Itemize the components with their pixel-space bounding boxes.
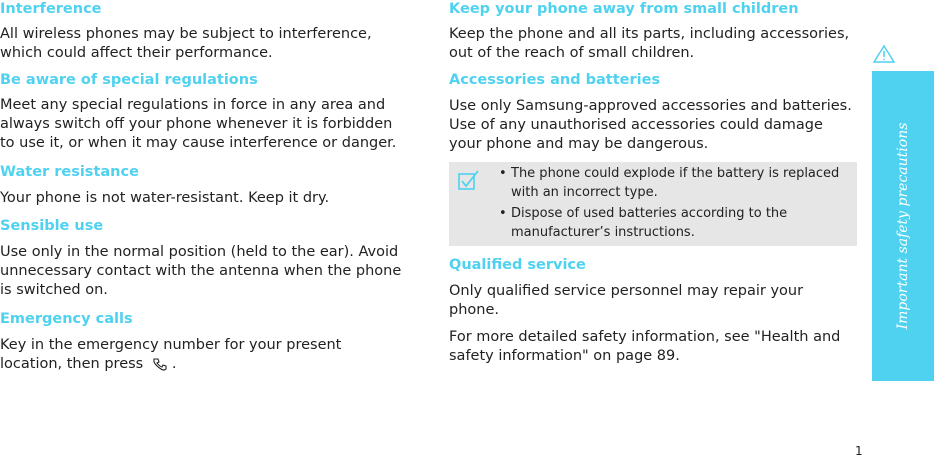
emergency-text-after: .	[171, 356, 177, 372]
interference-heading: Interference	[0, 1, 102, 17]
regulations-heading: Be aware of special regulations	[0, 72, 258, 88]
water-resistance-heading: Water resistance	[0, 164, 139, 180]
accessories-heading: Accessories and batteries	[449, 72, 661, 88]
emergency-calls-text	[0, 336, 390, 374]
regulations-text: Meet any special regulations in force in any area and always switch off your phone whenever it is forbidden to use it, or when it may cause interference or danger.	[0, 97, 397, 151]
page-number: 1	[855, 444, 863, 458]
note-item-text: The phone could explode if the battery is replaced with an incorrect type.	[511, 166, 840, 200]
accessories-text: Use only Samsung-approved accessories and batteries. Use of any unauthorised accessories could damage your phone and may be dangerous.	[449, 98, 852, 152]
water-resistance-text: Your phone is not water-resistant. Keep it dry.	[0, 190, 330, 206]
note-item	[499, 164, 854, 202]
note-item-text: Dispose of used batteries according to the manufacturer’s instructions.	[511, 206, 788, 240]
bullet: •	[499, 206, 507, 221]
children-heading: Keep your phone away from small children	[449, 1, 799, 17]
qualified-service-heading: Qualified service	[449, 257, 586, 273]
warning-triangle-icon	[872, 44, 896, 68]
sensible-use-heading: Sensible use	[0, 218, 104, 234]
children-text: Keep the phone and all its parts, including accessories, out of the reach of small children.	[449, 26, 850, 61]
more-info-text: For more detailed safety information, see "Health and safety information" on page 89.	[449, 329, 841, 364]
interference-text: All wireless phones may be subject to interference, which could affect their performance.	[0, 26, 372, 61]
checkbox-note-icon	[456, 169, 482, 195]
qualified-service-text: Only qualified service personnel may repair your phone.	[449, 283, 804, 318]
bullet: •	[499, 166, 507, 181]
note-box	[449, 162, 857, 246]
emergency-text-before: Key in the emergency number for your present location, then press	[0, 337, 342, 372]
note-item	[499, 204, 854, 242]
send-key-icon	[150, 356, 170, 372]
sensible-use-text: Use only in the normal position (held to the ear). Avoid unnecessary contact with the antenna when the phone is switched on.	[0, 244, 402, 298]
side-tab-label: Important safety precautions	[895, 122, 911, 330]
note-list	[499, 164, 854, 244]
emergency-calls-heading: Emergency calls	[0, 311, 133, 327]
section-side-tab	[872, 71, 934, 381]
